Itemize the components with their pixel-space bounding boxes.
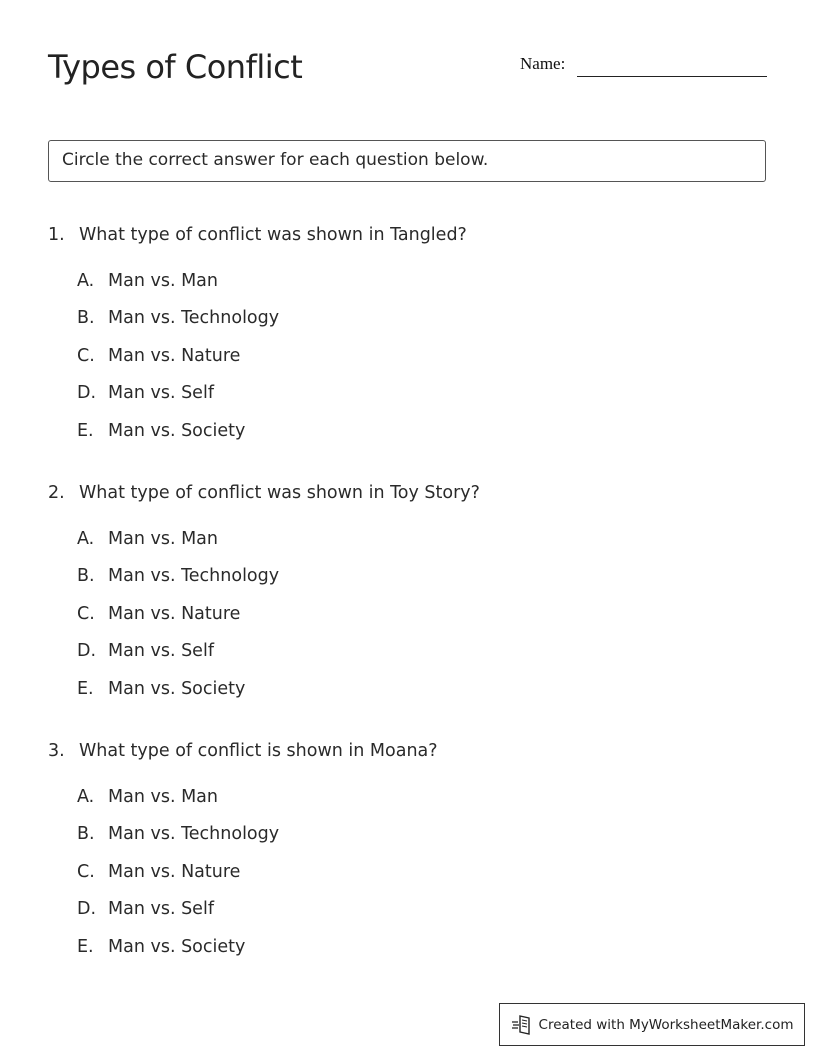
option-letter: E. [77, 936, 94, 957]
option-letter: A. [77, 271, 95, 291]
option-text: Man vs. Self [108, 383, 214, 404]
option-b[interactable] [77, 564, 768, 601]
option-letter: D. [77, 899, 97, 920]
option-text: Man vs. Technology [108, 824, 280, 845]
option-letter: C. [77, 861, 95, 882]
option-d[interactable] [77, 639, 768, 676]
option-a[interactable] [77, 785, 768, 822]
option-letter: E. [77, 678, 94, 699]
question-text: What type of conflict was shown in Toy Story? [79, 483, 480, 503]
option-text: Man vs. Nature [108, 345, 241, 366]
option-letter: B. [77, 566, 95, 587]
option-text: Man vs. Technology [108, 566, 280, 587]
option-b[interactable] [77, 822, 768, 859]
option-c[interactable] [77, 860, 768, 897]
option-text: Man vs. Technology [108, 308, 280, 329]
option-text: Man vs. Nature [108, 861, 241, 882]
footer-text: Created with MyWorksheetMaker.com [538, 1016, 794, 1033]
option-text: Man vs. Society [108, 678, 246, 699]
option-e[interactable] [77, 677, 768, 714]
option-text: Man vs. Man [108, 529, 218, 549]
option-text: Man vs. Man [108, 787, 218, 807]
option-letter: D. [77, 383, 97, 404]
name-blank-line[interactable] [577, 76, 767, 77]
option-b[interactable] [77, 306, 768, 343]
question-2 [48, 481, 768, 714]
option-text: Man vs. Man [108, 271, 218, 291]
option-c[interactable] [77, 602, 768, 639]
option-e[interactable] [77, 935, 768, 972]
name-label: Name: [520, 54, 566, 73]
footer-credit[interactable] [499, 1003, 805, 1046]
worksheet-maker-logo-icon [511, 1014, 533, 1036]
option-letter: A. [77, 529, 95, 549]
answer-options [77, 785, 768, 972]
option-c[interactable] [77, 344, 768, 381]
question-1 [48, 223, 768, 456]
option-letter: D. [77, 641, 97, 662]
option-letter: B. [77, 308, 95, 329]
answer-options [77, 527, 768, 714]
option-text: Man vs. Society [108, 420, 246, 441]
question-number: 1. [48, 225, 65, 245]
option-letter: A. [77, 787, 95, 807]
question-number: 2. [48, 483, 65, 503]
option-text: Man vs. Society [108, 936, 246, 957]
option-a[interactable] [77, 269, 768, 306]
option-d[interactable] [77, 381, 768, 418]
option-letter: E. [77, 420, 94, 441]
option-a[interactable] [77, 527, 768, 564]
question-number: 3. [48, 741, 65, 761]
answer-options [77, 269, 768, 456]
question-text: What type of conflict is shown in Moana? [79, 741, 438, 761]
question-text: What type of conflict was shown in Tangled? [79, 225, 467, 245]
option-text: Man vs. Self [108, 641, 214, 662]
question-3 [48, 739, 768, 972]
instructions-box [48, 140, 766, 182]
option-text: Man vs. Nature [108, 603, 241, 624]
option-e[interactable] [77, 419, 768, 456]
option-letter: C. [77, 603, 95, 624]
option-d[interactable] [77, 897, 768, 934]
page-title: Types of Conflict [48, 48, 303, 86]
option-letter: B. [77, 824, 95, 845]
option-text: Man vs. Self [108, 899, 214, 920]
option-letter: C. [77, 345, 95, 366]
instructions-text: Circle the correct answer for each question below. [62, 150, 489, 170]
